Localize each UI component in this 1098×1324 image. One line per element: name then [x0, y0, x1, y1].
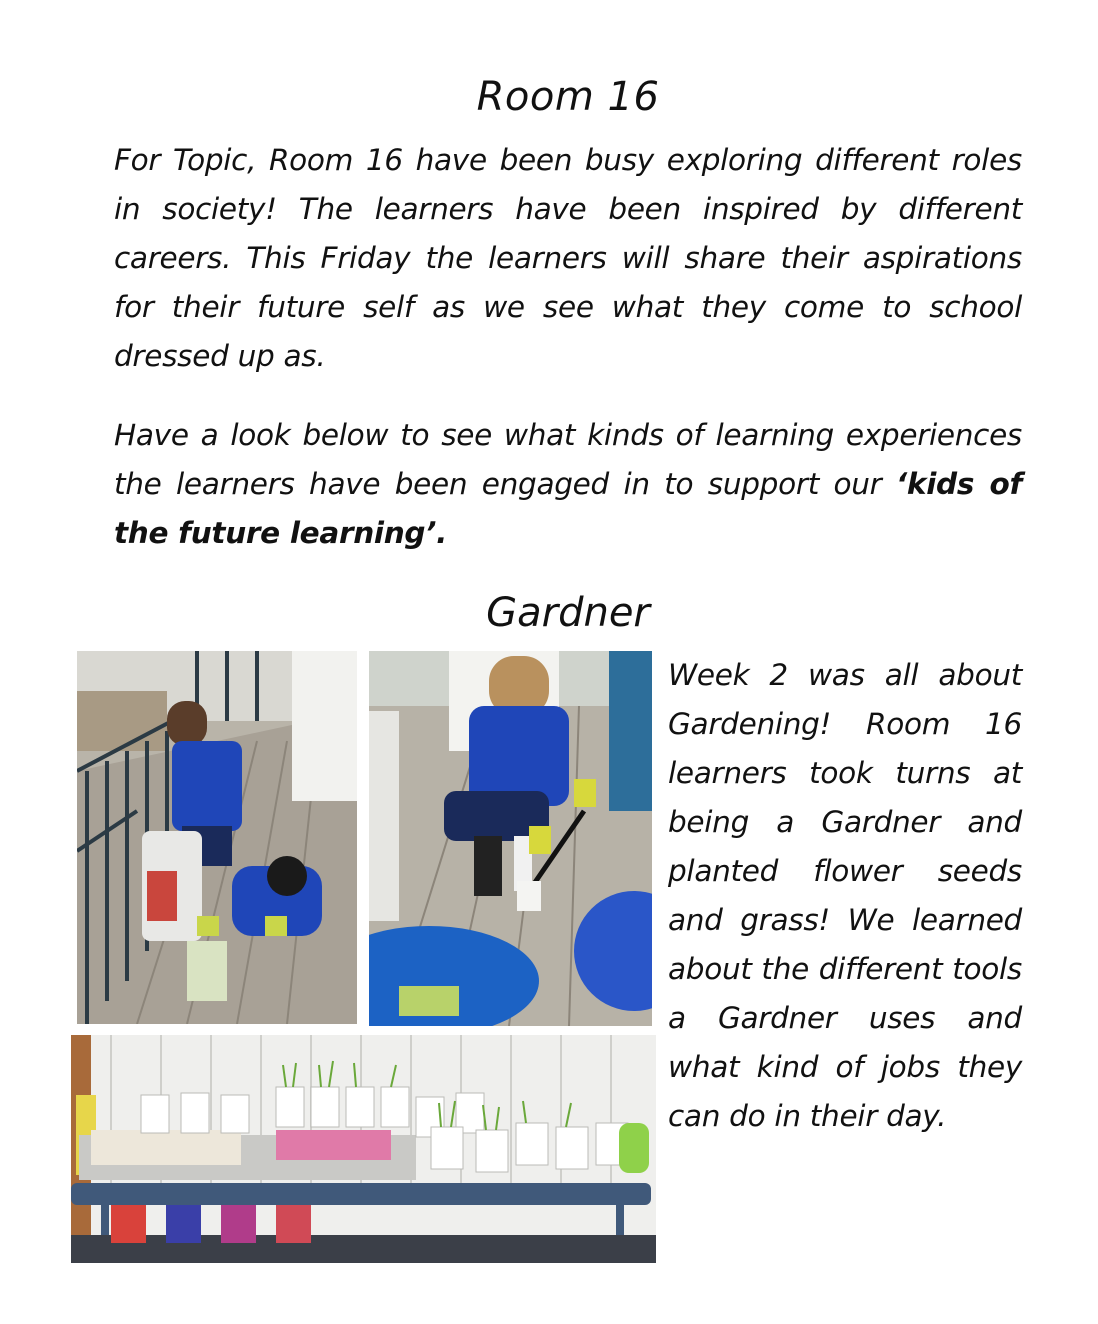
section-title: Gardner [486, 590, 650, 636]
photo-grass-cups-bench [71, 1035, 656, 1263]
intro-paragraph: For Topic, Room 16 have been busy exploring different roles in society! The learners have been inspired by different careers. This Friday the learners will share their aspirations for their future self as we see what they come to school dressed up as. [114, 143, 1022, 373]
photo-child-planting-cup [369, 651, 652, 1026]
look-below-paragraph [114, 411, 1022, 558]
look-below-text: Have a look below to see what kinds of learning experiences the learners have been engaged in to support our [114, 418, 1022, 501]
page-title: Room 16 [476, 74, 660, 120]
photo-child-soil-bag [77, 651, 357, 1024]
kids-future-emphasis: ‘kids of the future learning’. [114, 467, 1022, 550]
gardner-body-text: Week 2 was all about Gardening! Room 16 learners took turns at being a Gardner and planted flower seeds and grass! We learned about the different tools a Gardner uses and what kind of jobs they can do in their day. [668, 658, 1022, 1133]
